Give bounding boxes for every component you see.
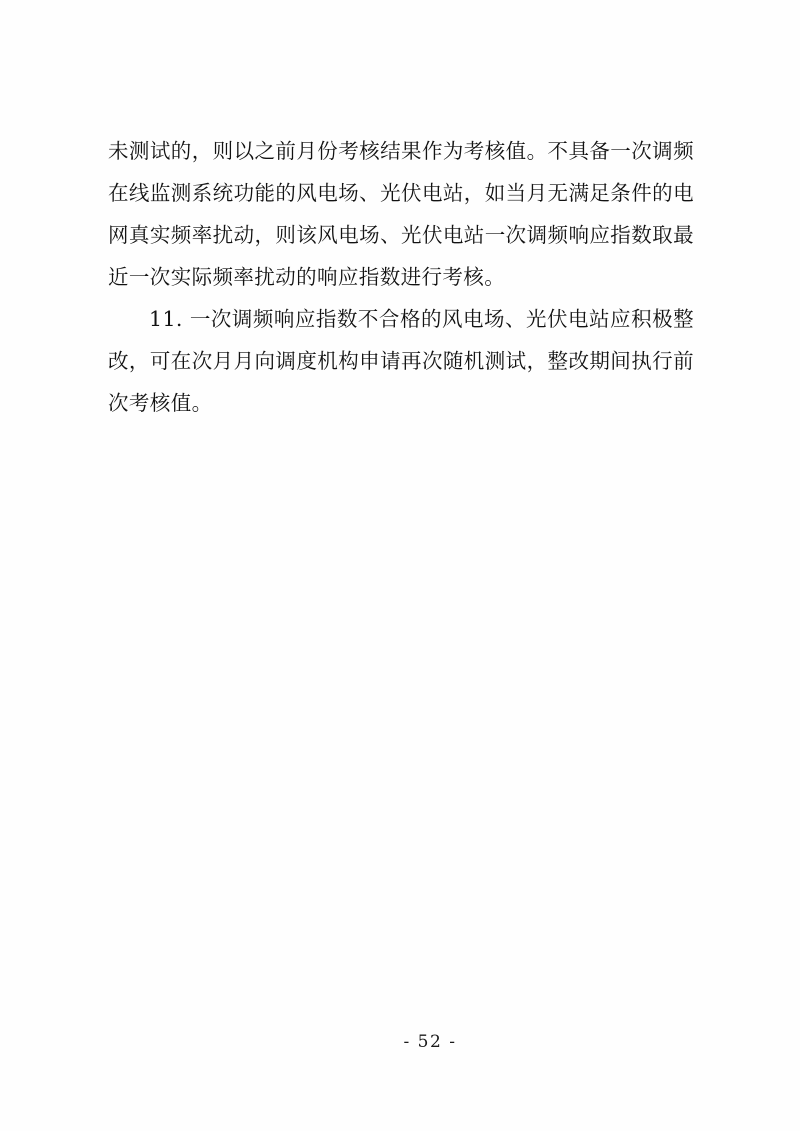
document-body	[108, 130, 694, 424]
paragraph-2: 11. 一次调频响应指数不合格的风电场、光伏电站应积极整改，可在次月月向调度机构申请再次随机测试，整改期间执行前次考核值。	[108, 307, 694, 415]
page-number: - 52 -	[403, 1032, 457, 1052]
paragraph-1: 未测试的，则以之前月份考核结果作为考核值。不具备一次调频在线监测系统功能的风电场、光伏电站，如当月无满足条件的电网真实频率扰动，则该风电场、光伏电站一次调频响应指数取最近一次实际频率扰动的响应指数进行考核。	[108, 139, 694, 289]
page-footer	[0, 1032, 800, 1052]
